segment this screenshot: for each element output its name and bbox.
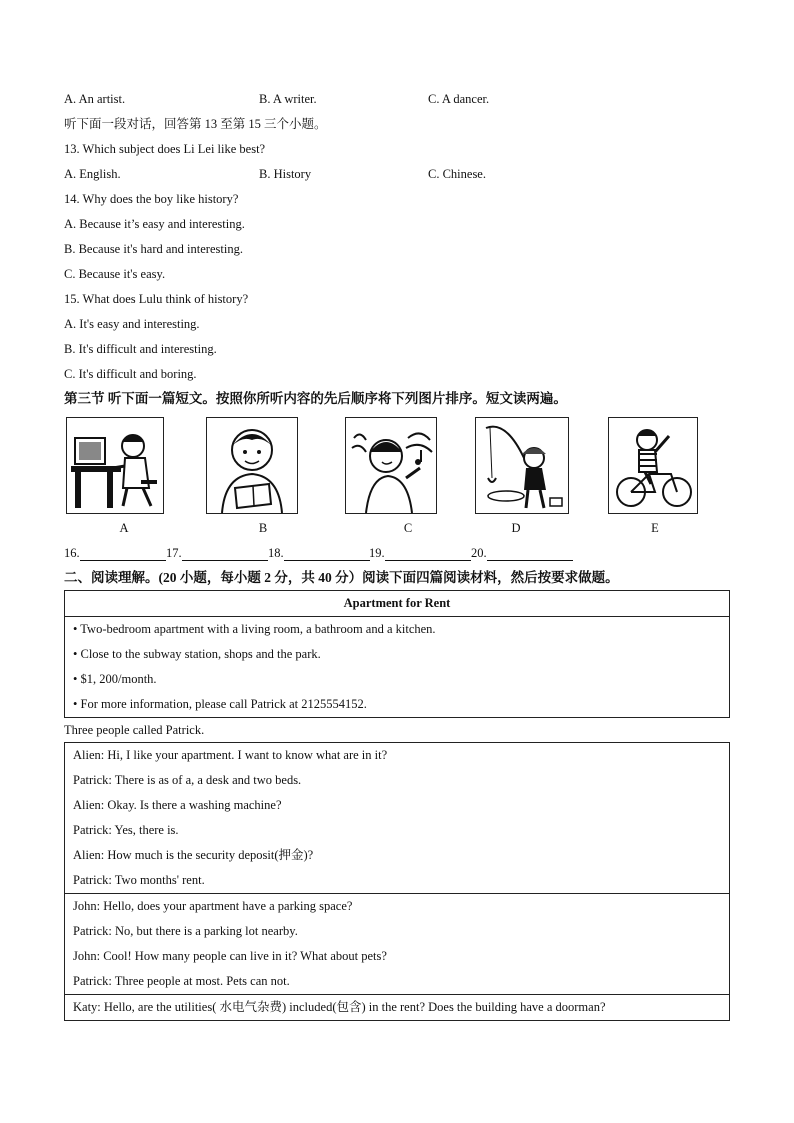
dialog-line: Alien: How much is the security deposit(押金)?	[73, 848, 314, 862]
q15-option-c: C. It's difficult and boring.	[64, 367, 197, 381]
ad-title: Apartment for Rent	[343, 596, 451, 610]
picture-label-b: B	[258, 521, 268, 535]
picture-a	[66, 417, 164, 514]
blank-number: 17.	[166, 546, 182, 560]
part3-heading: 第三节 听下面一篇短文。按照你所听内容的先后顺序将下列图片排序。短文读两遍。	[64, 391, 567, 406]
dialog-line: Patrick: No, but there is a parking lot nearby.	[73, 924, 298, 938]
dialog-john	[65, 894, 730, 995]
answer-blank-17[interactable]	[166, 546, 268, 561]
apartment-ad	[64, 590, 730, 718]
q14-question: 14. Why does the boy like history?	[64, 192, 239, 206]
q13-option-b: B. History	[259, 167, 312, 181]
answer-blank-19[interactable]	[369, 546, 471, 561]
picture-e	[608, 417, 698, 514]
dialog-line: Patrick: Two months' rent.	[73, 873, 205, 887]
picture-label-d: D	[511, 521, 521, 535]
q14-option-b: B. Because it's hard and interesting.	[64, 242, 243, 256]
ad-item: • $1, 200/month.	[73, 672, 157, 686]
dialog-line: Patrick: Three people at most. Pets can not.	[73, 974, 290, 988]
boy-fishing-icon	[476, 418, 568, 513]
q13-question: 13. Which subject does Li Lei like best?	[64, 142, 266, 156]
q15-question: 15. What does Lulu think of history?	[64, 292, 249, 306]
ad-item: • For more information, please call Patrick at 2125554152.	[73, 697, 367, 711]
dialog-line: Alien: Okay. Is there a washing machine?	[73, 798, 282, 812]
blank-number: 20.	[471, 546, 487, 560]
section-intro: 听下面一段对话，回答第 13 至第 15 三个小题。	[64, 117, 327, 131]
dialog-line: John: Hello, does your apartment have a parking space?	[73, 899, 353, 913]
blank-number: 16.	[64, 546, 80, 560]
dialog-line: Patrick: There is as of a, a desk and two beds.	[73, 773, 302, 787]
q14-option-c: C. Because it's easy.	[64, 267, 166, 281]
boy-listening-music-icon	[346, 418, 436, 513]
blank-number: 18.	[268, 546, 284, 560]
q15-option-a: A. It's easy and interesting.	[64, 317, 200, 331]
dialog-alien	[65, 743, 730, 894]
picture-c	[345, 417, 437, 514]
boy-at-computer-icon	[67, 418, 163, 513]
blank-number: 19.	[369, 546, 385, 560]
ad-item: • Close to the subway station, shops and the park.	[73, 647, 321, 661]
q12-option-c: C. A dancer.	[428, 92, 490, 106]
answer-blank-16[interactable]	[64, 546, 166, 561]
q14-option-a: A. Because it’s easy and interesting.	[64, 217, 245, 231]
dialog-line: Patrick: Yes, there is.	[73, 823, 179, 837]
ad-item: • Two-bedroom apartment with a living room, a bathroom and a kitchen.	[73, 622, 436, 636]
picture-label-c: C	[403, 521, 413, 535]
picture-label-e: E	[651, 521, 659, 535]
q12-option-a: A. An artist.	[64, 92, 126, 106]
dialog-table	[64, 742, 730, 1021]
part2-heading: 二、阅读理解。(20 小题，每小题 2 分，共 40 分）阅读下面四篇阅读材料，然后按要求做题。	[64, 570, 619, 585]
boy-riding-bike-icon	[609, 418, 697, 513]
q13-option-c: C. Chinese.	[428, 167, 486, 181]
picture-d	[475, 417, 569, 514]
q12-option-b: B. A writer.	[259, 92, 317, 106]
q15-option-b: B. It's difficult and interesting.	[64, 342, 217, 356]
picture-b	[206, 417, 298, 514]
answer-blank-20[interactable]	[471, 546, 573, 561]
q13-option-a: A. English.	[64, 167, 121, 181]
callers-intro: Three people called Patrick.	[64, 723, 205, 737]
dialog-line: Katy: Hello, are the utilities( 水电气杂费) included(包含) in the rent? Does the building have a doorman?	[73, 1000, 606, 1014]
picture-label-a: A	[119, 521, 129, 535]
dialog-line: Alien: Hi, I like your apartment. I want to know what are in it?	[73, 748, 388, 762]
boy-reading-book-icon	[207, 418, 297, 513]
dialog-line: John: Cool! How many people can live in it? What about pets?	[73, 949, 387, 963]
dialog-katy	[65, 995, 730, 1021]
answer-blank-18[interactable]	[268, 546, 370, 561]
